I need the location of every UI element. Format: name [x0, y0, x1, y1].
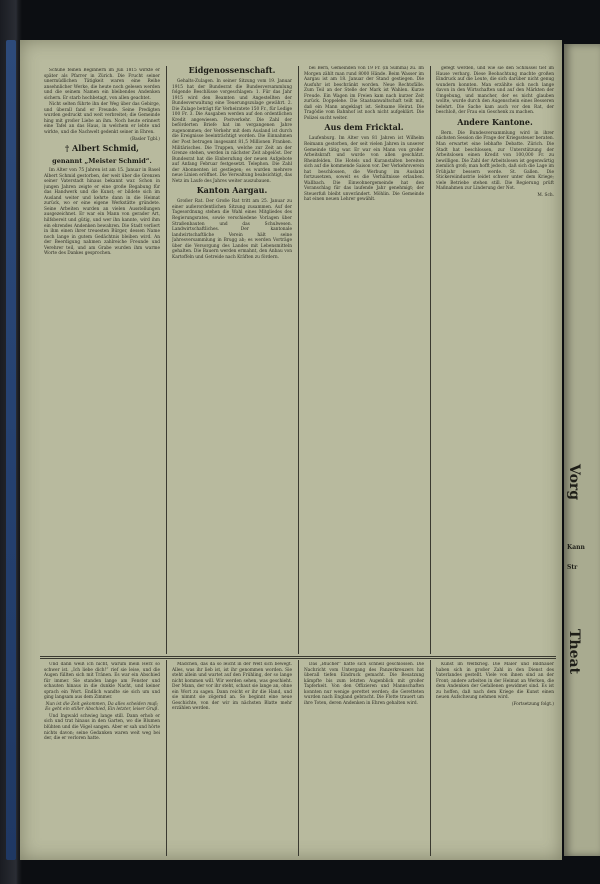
section-heading-andere-kantone: Andere Kantone.	[457, 116, 533, 127]
col2-body: Gehalts-Zulagen. In seiner Sitzung vom 19. Januar 1915 hat der Bundesrat die Bundesversammlung folgende Beschlüsse vorgeschlagen: 1. Für das Jahr 1915 wird den Beamten und Angestellten der Bundesverwaltung eine Teuerungszulage gewährt. 2. Die Zulage beträgt für Verheiratete 150 Fr., für Ledige 100 Fr. 3. Die Ausgaben werden auf den ordentlichen Kredit angewiesen. Postverkehr. Die Zahl der beförderten Briefe hat im vergangenen Jahre zugenommen; der Verkehr mit dem Ausland ist durch die Ereignisse beeinträchtigt worden. Die Einnahmen der Post betrugen insgesamt 81,5 Millionen Franken. Militärisches. Die Truppen, welche zur Zeit an der Grenze stehen, werden in nächster Zeit abgelöst. Der Bundesrat hat die Einberufung der neuen Aufgebote auf Anfang Februar festgesetzt. Telephon. Die Zahl der Abonnenten ist gestiegen; es wurden mehrere neue Linien eröffnet. Die Verwaltung beabsichtigt, das Netz im Laufe des Jahres weiter auszubauen.	[172, 79, 292, 184]
feuilleton-col3-text: Das „Blücher“ hatte sich schnell geschlossen. Die Nachricht vom Untergang des Panzerkreuzers hat überall tiefen Eindruck gemacht. Die Besatzung kämpfte bis zum letzten Augenblick mit großer Tapferkeit. Von den Offizieren und Mannschaften konnten nur wenige gerettet werden; die Geretteten wurden nach England gebracht. Die Flotte trauert um ihre Toten, deren Andenken in Ehren gehalten wird.	[304, 662, 424, 706]
facing-page-line-2: Str	[567, 564, 578, 571]
blue-spine	[6, 40, 16, 860]
col1-intro: Schuhe feinen Beginnern im Juli 1815 wirkte er später als Pfarrer in Zürich. Die Frucht seiner unermüdlichen Tätigkeit waren eine Reihe ansehnlicher Werke, die heute noch gelesen werden und die seinem Namen ein bleibendes Andenken sichern. Er starb hochbetagt, von allen geachtet.	[44, 68, 160, 101]
feuilleton-rule-2	[40, 658, 556, 659]
col4-body: gefegt werden, und wie sie den Schlüssel tief im Hause verbarg. Diese Beobachtung machte großen Eindruck auf die Leute, die sich darüber nicht genug wundern konnten. Man erzählte sich noch lange davon in den Wirtschaften und auf den Märkten der Umgebung, und mancher, der es nicht glauben wollte, wurde durch den Augenschein eines Besseren belehrt. Die Sache kam auch vor den Rat, der beschloß, der Frau ein Geschenk zu machen.	[436, 66, 554, 116]
feuilleton-signature: (Fortsetzung folgt.)	[511, 701, 554, 707]
column-divider	[166, 660, 167, 856]
facing-page-word-1: Vorg	[566, 464, 582, 501]
column-divider	[166, 66, 167, 654]
feuilleton-col1-text: Und dann weiß ich nicht, warum mein Herz so schwer ist. „Ich liebe dich!“ rief sie leise, und die Augen füllten sich mit Tränen. Es war ein Abschied für immer. Sie standen lange am Fenster und schauten hinaus in die dunkle Nacht, und keiner sprach ein Wort. Endlich wandte sie sich um und ging langsam aus dem Zimmer.	[44, 662, 160, 701]
obituary-body: Im Alter von 75 Jahren ist am 15. Januar in Basel Albert Schmid gestorben, der weit über die Grenzen seiner Vaterstadt hinaus bekannt war. Schon in jungen Jahren zeigte er eine große Begabung für das Handwerk und die Kunst; er bildete sich im Ausland weiter und kehrte dann in die Heimat zurück, wo er eine eigene Werkstätte gründete. Seine Arbeiten wurden an vielen Ausstellungen ausgezeichnet. Er war ein Mann von gerader Art, hilfsbereit und gütig, und wer ihn kannte, wird ihm ein ehrendes Andenken bewahren. Die Stadt verliert in ihm einen ihrer treuesten Bürger, dessen Name noch lange in gutem Gedächtnis bleiben wird. An der Beerdigung nahmen zahlreiche Freunde und Verehrer teil, und am Grabe wurden ihm warme Worte des Dankes gesprochen.	[44, 168, 160, 257]
feuilleton-column-2	[172, 662, 292, 854]
column-3	[304, 66, 424, 652]
section-heading-fricktal: Aus dem Fricktal.	[324, 122, 404, 133]
feuilleton-col1b-text: Und Ingwald schwieg lange still. Dann erhob er sich und trat hinaus in den Garten, wo die Blumen blühten und die Vögel sangen. Aber er sah und hörte nichts davon; seine Gedanken waren weit weg bei der, die er verloren hatte.	[44, 713, 160, 742]
facing-page-word-2: Theat	[566, 629, 582, 675]
col2-body2: Großer Rat. Der Große Rat tritt am 25. Januar zu einer außerordentlichen Sitzung zusammen. Auf der Tagesordnung stehen die Wahl eines Mitgliedes des Regierungsrates, sowie verschiedene Vorlagen über Straßenbauten und das Schulwesen. Landwirtschaftliches. Der kantonale landwirtschaftliche Verein hält seine Jahresversammlung in Brugg ab; es werden Vorträge über die Versorgung des Landes mit Lebensmitteln gehalten. Die Bauern werden ermahnt, den Anbau von Kartoffeln und Getreide nach Kräften zu fördern.	[172, 199, 292, 260]
column-4	[436, 66, 554, 652]
col1-signature: (Basler Tgbl.)	[130, 136, 160, 142]
feuilleton-rule	[40, 656, 556, 657]
column-1	[44, 68, 160, 650]
feuilleton-poem: Nun ist die Zeit gekommen, Da alles scheiden muß; Es geht ein stiller Abschied, Ein letzter, leiser Gruß.	[45, 701, 159, 713]
col3-body2: Laufenburg. Im Alter von 81 Jahren ist Wilhelm Reimann gestorben, der seit vielen Jahren in unserer Gemeinde tätig war. Er war ein Mann von großer Arbeitskraft und wurde von allen geschätzt. Rheinfelden. Die Hotels und Kuranstalten bereiten sich auf die kommende Saison vor. Der Verkehrsverein hat beschlossen, die Werbung im Ausland fortzusetzen, soweit es die Verhältnisse erlauben. Wallbach. Die Einwohnergemeinde hat den Voranschlag für das laufende Jahr genehmigt; der Steuerfuß bleibt unverändert. Möhlin. Die Gemeinde hat einen neuen Lehrer gewählt.	[304, 136, 424, 203]
facing-page-edge	[564, 44, 600, 856]
feuilleton-col2-text: Mädchen, das da so leicht in der Welt sich bewegt. Alles, was ihr lieb ist, ist ihr genommen worden. Sie steht allein und wartet auf den Frühling, der so lange nicht kommen will. Wir werden sehen, was geschieht. Der Mann, der vor ihr steht, schaut sie lange an, ohne ein Wort zu sagen. Dann reicht er ihr die Hand, und sie nimmt sie zögernd an. So beginnt eine neue Geschichte, von der wir im nächsten Blatte mehr erzählen werden.	[172, 662, 292, 712]
column-divider	[298, 66, 299, 654]
facing-page-line-1: Kann	[567, 544, 585, 551]
obituary-heading: † Albert Schmid,	[65, 143, 139, 154]
col1-text: Nicht selten führte ihn der Weg über das Gebirge, und überall fand er Freunde. Seine Predigten wurden gedruckt und weit verbreitet; die Gemeinde hing mit großer Liebe an ihm. Noch heute erinnert eine Tafel an das Haus, in welchem er lebte und wirkte, und die Nachwelt gedenkt seiner in Ehren.	[44, 102, 160, 136]
column-divider	[430, 66, 431, 654]
section-heading-aargau: Kanton Aargau.	[196, 185, 268, 196]
feuilleton-col4-text: Kunst im Weltkrieg. Die Maler und Bildhauer haben sich in großer Zahl in den Dienst des Vaterlandes gestellt. Viele von ihnen sind an der Front; andere arbeiten in der Heimat an Werken, die dem Andenken der Gefallenen gewidmet sind. Es ist zu hoffen, daß nach dem Kriege die Kunst einen neuen Aufschwung nehmen wird.	[436, 662, 554, 701]
col4-body2: Bern. Die Bundesversammlung wird in ihrer nächsten Session die Frage der Kriegssteuer beraten. Man erwartet eine lebhafte Debatte. Zürich. Die Stadt hat beschlossen, zur Unterstützung der Arbeitslosen einen Kredit von 100,000 Fr. zu bewilligen. Die Zahl der Arbeitslosen ist gegenwärtig ziemlich groß; man hofft jedoch, daß sich die Lage im Frühjahr bessern werde. St. Gallen. Die Stickereiindustrie leidet schwer unter dem Kriege; viele Betriebe stehen still. Die Regierung prüft Maßnahmen zur Linderung der Not.	[436, 130, 554, 192]
column-2	[172, 64, 292, 652]
col4-signature: M. Sch.	[537, 192, 554, 198]
col3-body: bei Bern, Gemeinden von 19 Fr. (in Summa) zu. Im Morgen zählt man rund 8000 Hände. Beim Wasser im Aargau ist am 18. Januar der Stand gestiegen. Die Ausfuhr ist beschränkt worden. Neue Rechtsfälle. Zum Teil an der Stelle der Mark ist Wahlen. Kurze Freude. Ein Wagen im Freien kam nach kurzer Zeit zurück. Doppelehe. Die Staatsanwaltschaft teilt mit, daß ein Mann angeklagt ist. Seltsame Heirat. Die Tragödie vom Bahnhof ist noch nicht aufgeklärt. Die Polizei sucht weiter.	[304, 66, 424, 121]
newspaper-page	[20, 40, 562, 860]
feuilleton-column-3	[304, 662, 424, 854]
column-divider	[430, 660, 431, 856]
section-heading-eidgenossenschaft: Eidgenossenschaft.	[188, 65, 276, 75]
obituary-subheading: genannt „Meister Schmid“.	[52, 157, 152, 166]
column-divider	[298, 660, 299, 856]
feuilleton-column-1	[44, 662, 160, 854]
feuilleton-column-4	[436, 662, 554, 854]
